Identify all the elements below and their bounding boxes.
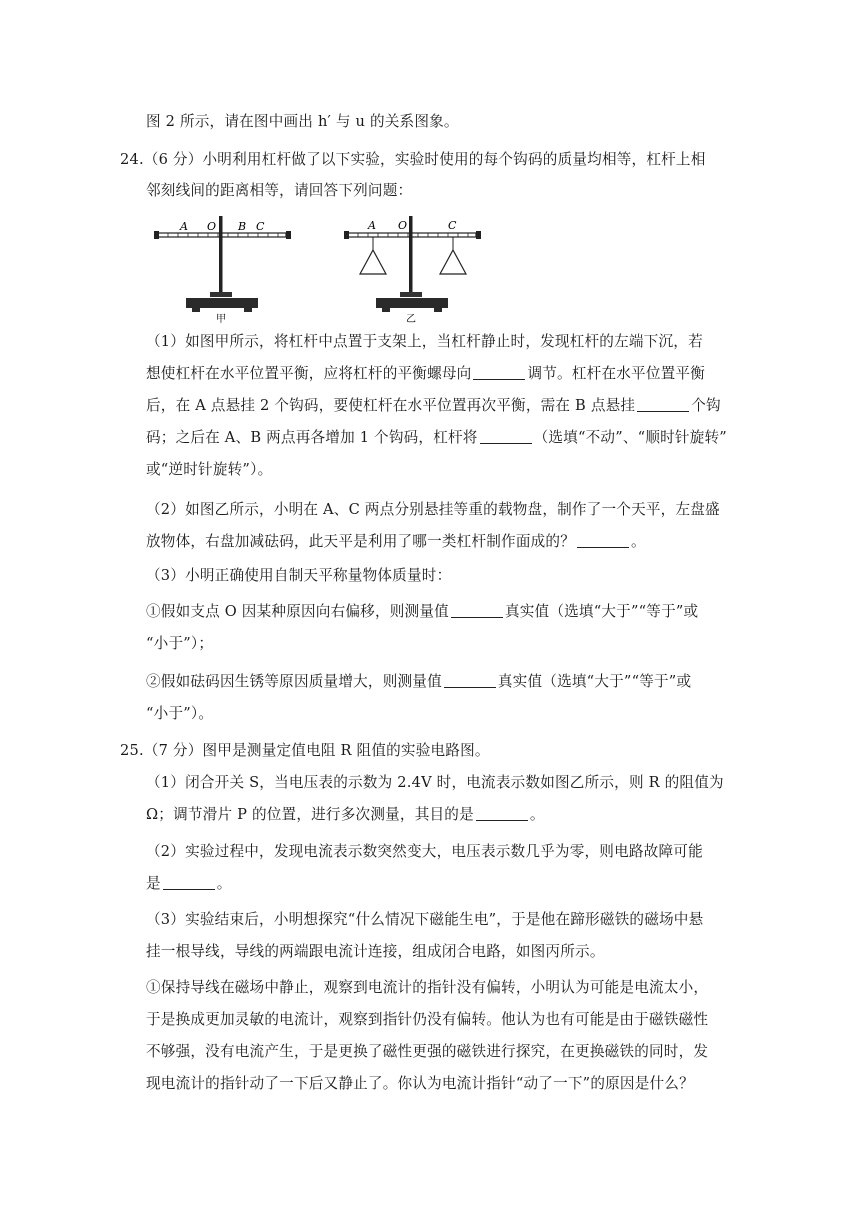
text-line [146, 566, 451, 586]
text-segment: 现电流计的指针动了一下后又静止了。你认为电流计指针“动了一下”的原因是什么？ [146, 1075, 694, 1092]
text-line [146, 428, 727, 448]
text-segment: “小于”）； [146, 635, 214, 652]
text-segment: ①保持导线在磁场中静止，观察到电流计的指针没有偏转，小明认为可能是电流太小， [146, 979, 709, 996]
text-line [146, 978, 708, 998]
answer-blank[interactable] [163, 875, 215, 890]
text-line [146, 1042, 708, 1062]
text-line [146, 1074, 694, 1094]
text-line [146, 672, 691, 692]
text-segment: 真实值（选填“大于”“等于”或 [504, 603, 699, 620]
text-segment: （选填“不动”、“顺时针旋转” [533, 429, 727, 446]
label-a: A [180, 220, 188, 233]
text-segment: ①假如支点 O 因某种原因向右偏移，则测量值 [146, 603, 449, 620]
text-segment: （3）小明正确使用自制天平称量物体质量时： [146, 567, 452, 584]
text-line [146, 396, 721, 416]
answer-blank[interactable] [444, 673, 496, 688]
text-line [146, 1010, 708, 1030]
text-line [146, 773, 724, 793]
question-24-header [120, 150, 706, 170]
label-a: A [368, 219, 376, 232]
figure-caption-jia: 甲 [216, 314, 226, 324]
text-line [146, 874, 232, 894]
text-segment: 挂一根导线，导线的两端跟电流计连接，组成闭合电路，如图丙所示。 [146, 943, 605, 960]
text-segment: 。 [216, 875, 232, 892]
answer-blank[interactable] [637, 397, 689, 412]
text-line [146, 532, 646, 552]
text-segment: （2）如图乙所示，小明在 A、C 两点分别悬挂等重的载物盘，制作了一个天平，左盘盛 [146, 501, 720, 518]
text-segment: “小于”）。 [146, 705, 214, 722]
text-segment: 25.（7 分）图甲是测量定值电阻 R 阻值的实验电路图。 [120, 742, 490, 759]
text-segment: 不够强，没有电流产生，于是更换了磁性更强的磁铁进行探究，在更换磁铁的同时，发 [146, 1043, 709, 1060]
text-line [146, 112, 459, 132]
label-o: O [398, 219, 408, 232]
balance-figure-yi [340, 212, 490, 324]
answer-blank[interactable] [451, 603, 503, 618]
text-segment: 。 [631, 533, 646, 550]
text-line [146, 500, 720, 520]
text-segment: （3）实验结束后，小明想探究“什么情况下磁能生电”，于是他在蹄形磁铁的磁场中悬 [146, 911, 704, 928]
text-segment: 后，在 A 点悬挂 2 个钩码，要使杠杆在水平位置再次平衡，需在 B 点悬挂 [146, 397, 636, 414]
question-25-header [120, 741, 490, 761]
text-line [146, 942, 605, 962]
lever-figure-jia [150, 212, 300, 324]
answer-blank[interactable] [577, 533, 629, 548]
figure-caption-yi: 乙 [406, 314, 416, 324]
text-line [146, 805, 545, 825]
text-segment: 24.（6 分）小明利用杠杆做了以下实验，实验时使用的每个钩码的质量均相等，杠杆上相 [120, 151, 706, 168]
text-line [146, 842, 703, 862]
text-segment: （2）实验过程中，发现电流表示数突然变大，电压表示数几乎为零，则电路故障可能 [146, 843, 703, 860]
text-line [146, 181, 412, 201]
text-line [146, 364, 705, 384]
text-line [146, 332, 703, 352]
text-segment: 图 2 所示，请在图中画出 h′ 与 u 的关系图象。 [146, 113, 459, 130]
text-segment: 真实值（选填“大于”“等于”或 [497, 673, 692, 690]
text-segment: 放物体，右盘加减砝码，此天平是利用了哪一类杠杆制作面成的？ [146, 533, 576, 550]
text-line [146, 634, 213, 654]
text-segment: （1）如图甲所示，将杠杆中点置于支架上，当杠杆静止时，发现杠杆的左端下沉，若 [146, 333, 703, 350]
text-segment: 调节。杠杆在水平位置平衡 [527, 365, 705, 382]
answer-blank[interactable] [476, 806, 528, 821]
text-segment: 邻刻线间的距离相等，请回答下列问题： [146, 182, 413, 199]
text-segment: （1）闭合开关 S，当电压表的示数为 2.4V 时，电流表示数如图乙所示，则 R 的阻值为 [146, 774, 724, 791]
text-segment: ②假如砝码因生锈等原因质量增大，则测量值 [146, 673, 442, 690]
text-line [146, 704, 213, 724]
label-c: C [448, 219, 457, 232]
text-line [146, 910, 703, 930]
text-segment: 想使杠杆在水平位置平衡，应将杠杆的平衡螺母向 [146, 365, 472, 382]
text-segment: Ω；调节滑片 P 的位置，进行多次测量，其目的是 [146, 806, 474, 823]
text-segment: 或“逆时针旋转”）。 [146, 461, 273, 478]
label-c: C [256, 220, 265, 233]
text-line [146, 460, 272, 480]
label-o: O [207, 220, 217, 233]
text-segment: 个钩 [691, 397, 721, 414]
text-segment: 码；之后在 A、B 两点再各增加 1 个钩码，杠杆将 [146, 429, 478, 446]
answer-blank[interactable] [480, 429, 532, 444]
answer-blank[interactable] [473, 365, 525, 380]
text-line [146, 602, 698, 622]
text-segment: 是 [146, 875, 161, 892]
text-segment: 。 [529, 806, 545, 823]
text-segment: 于是换成更加灵敏的电流计，观察到指针仍没有偏转。他认为也有可能是由于磁铁磁性 [146, 1011, 709, 1028]
label-b: B [238, 220, 247, 233]
